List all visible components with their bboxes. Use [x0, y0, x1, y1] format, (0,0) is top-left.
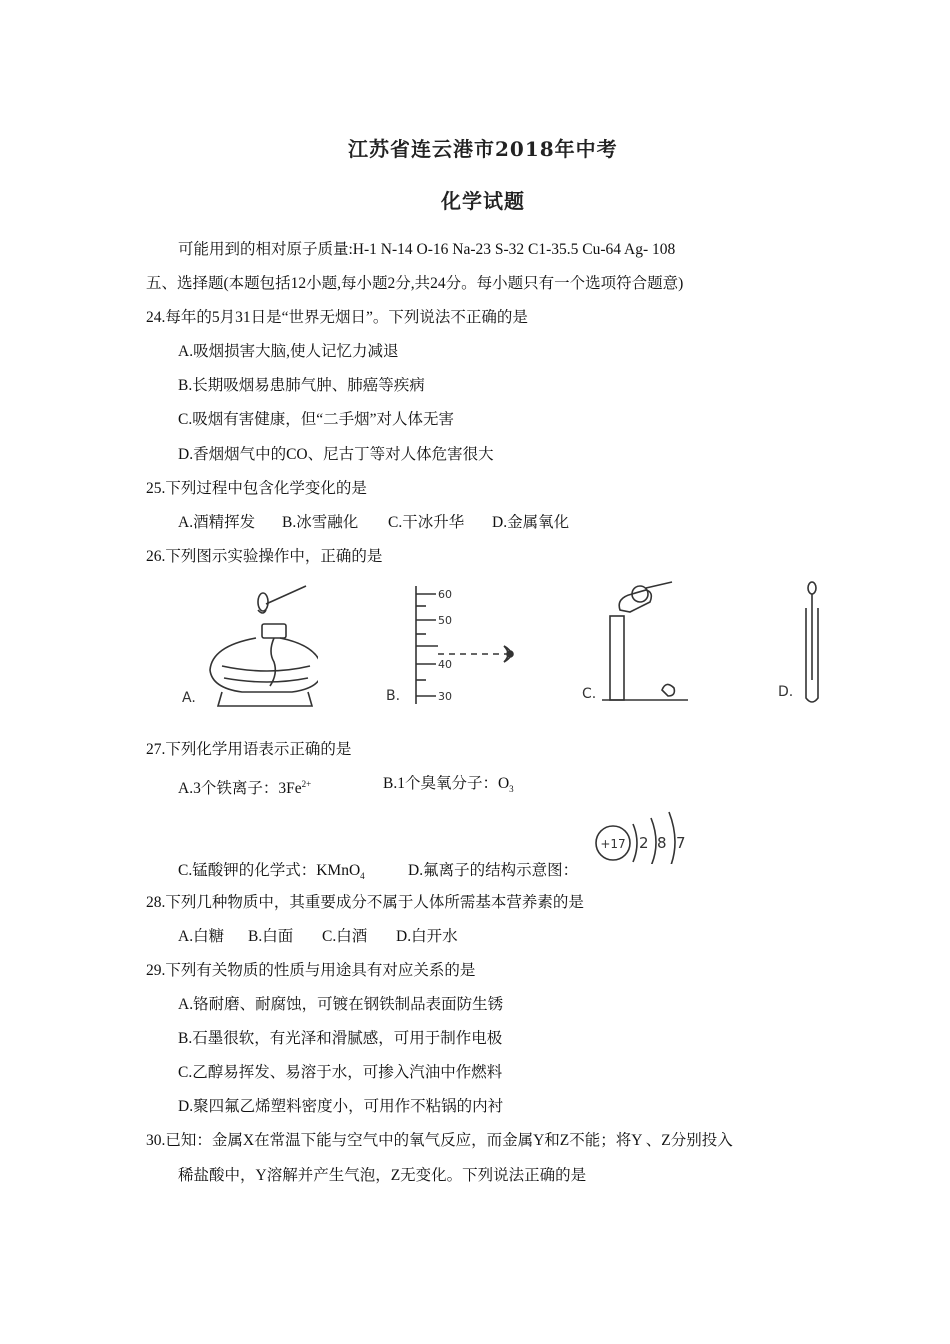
atomic-mass-intro: 可能用到的相对原子质量:H-1 N-14 O-16 Na-23 S-32 C1-35.5 Cu-64 Ag- 108 — [178, 241, 676, 258]
q29-option-b: B.石墨很软，有光泽和滑腻感，可用于制作电极 — [178, 1030, 503, 1047]
q24-option-b: B.长期吸烟易患肺气肿、肺癌等疾病 — [178, 377, 425, 394]
figure-a-label: A. — [182, 690, 196, 706]
q27-c-sub: 4 — [360, 871, 365, 882]
q27-stem: 27.下列化学用语表示正确的是 — [146, 741, 352, 758]
dropper-bulb — [808, 582, 816, 594]
q28-option-a: A.白糖 — [178, 928, 225, 945]
q26-stem: 26.下列图示实验操作中，正确的是 — [146, 548, 383, 565]
figure-c-pouring-liquid — [580, 580, 700, 710]
figure-a-alcohol-lamp — [178, 582, 318, 712]
q29-option-c: C.乙醇易挥发、易溶于水，可掺入汽油中作燃料 — [178, 1064, 503, 1081]
q30-stem-line2: 稀盐酸中，Y溶解并产生气泡，Z无变化。下列说法正确的是 — [178, 1167, 587, 1184]
figure-c-label: C. — [582, 686, 597, 702]
figure-d-dropper — [776, 580, 836, 710]
q24-option-d: D.香烟烟气中的CO、尼古丁等对人体危害很大 — [178, 446, 494, 463]
q27-b-text: B.1个臭氧分子：O — [383, 775, 510, 792]
q30-stem-line1: 30.已知：金属X在常温下能与空气中的氧气反应，而金属Y和Z不能；将Y 、Z分别投入 — [146, 1132, 733, 1149]
shell-2-electrons: 8 — [657, 834, 667, 852]
exam-subtitle: 化学试题 — [441, 189, 525, 213]
section-heading: 五、选择题(本题包括12小题,每小题2分,共24分。每小题只有一个选项符合题意) — [146, 275, 684, 292]
tick-60: 60 — [438, 588, 452, 601]
tick-40: 40 — [438, 658, 452, 671]
q27-option-d: D.氟离子的结构示意图： — [408, 862, 579, 879]
lamp-body — [210, 638, 318, 692]
q25-option-c: C.干冰升华 — [388, 514, 465, 531]
q27-c-text: C.锰酸钾的化学式：KMnO — [178, 862, 361, 879]
q28-option-c: C.白酒 — [322, 928, 368, 945]
q25-options — [178, 513, 569, 533]
lamp-wick — [270, 638, 275, 686]
q28-option-b: B.白面 — [248, 928, 294, 945]
shell-3-electrons: 7 — [676, 834, 686, 852]
tick-30: 30 — [438, 690, 452, 703]
q27-option-c — [178, 861, 365, 886]
shell-1-electrons: 2 — [639, 834, 649, 852]
ion-structure-diagram — [593, 808, 693, 864]
tick-50: 50 — [438, 614, 452, 627]
q27-a-text: A.3个铁离子：3Fe — [178, 780, 302, 798]
figure-b-label: B. — [386, 688, 401, 704]
figure-b-graduated-cylinder — [384, 584, 544, 710]
q24-option-c: C.吸烟有害健康，但“二手烟”对人体无害 — [178, 411, 454, 428]
exam-title: 江苏省连云港市2018年中考 — [348, 137, 618, 161]
figure-d-label: D. — [778, 684, 794, 700]
bottle-stopper — [662, 684, 674, 696]
q27-option-a — [178, 774, 311, 799]
q28-options — [178, 927, 458, 947]
test-tube — [610, 616, 624, 700]
q25-stem: 25.下列过程中包含化学变化的是 — [146, 480, 367, 497]
q29-option-a: A.铬耐磨、耐腐蚀，可镀在钢铁制品表面防生锈 — [178, 996, 504, 1013]
q28-stem: 28.下列几种物质中，其重要成分不属于人体所需基本营养素的是 — [146, 894, 584, 911]
match-flame — [258, 593, 268, 611]
q27-option-b — [383, 774, 514, 799]
q29-option-d: D.聚四氟乙烯塑料密度小，可用作不粘锅的内衬 — [178, 1098, 504, 1115]
lamp-neck — [262, 624, 286, 638]
q25-option-d: D.金属氧化 — [492, 514, 570, 531]
q24-option-a: A.吸烟损害大脑,使人记忆力减退 — [178, 343, 399, 360]
match-stick — [266, 586, 306, 604]
nucleus-charge: +17 — [600, 837, 626, 851]
q27-a-sup: 2+ — [301, 779, 312, 789]
q25-option-b: B.冰雪融化 — [282, 514, 359, 531]
q24-stem: 24.每年的5月31日是“世界无烟日”。下列说法不正确的是 — [146, 309, 528, 326]
q25-option-a: A.酒精挥发 — [178, 514, 256, 531]
q28-option-d: D.白开水 — [396, 928, 458, 945]
q29-stem: 29.下列有关物质的性质与用途具有对应关系的是 — [146, 962, 476, 979]
q27-b-sub: 3 — [509, 784, 514, 795]
